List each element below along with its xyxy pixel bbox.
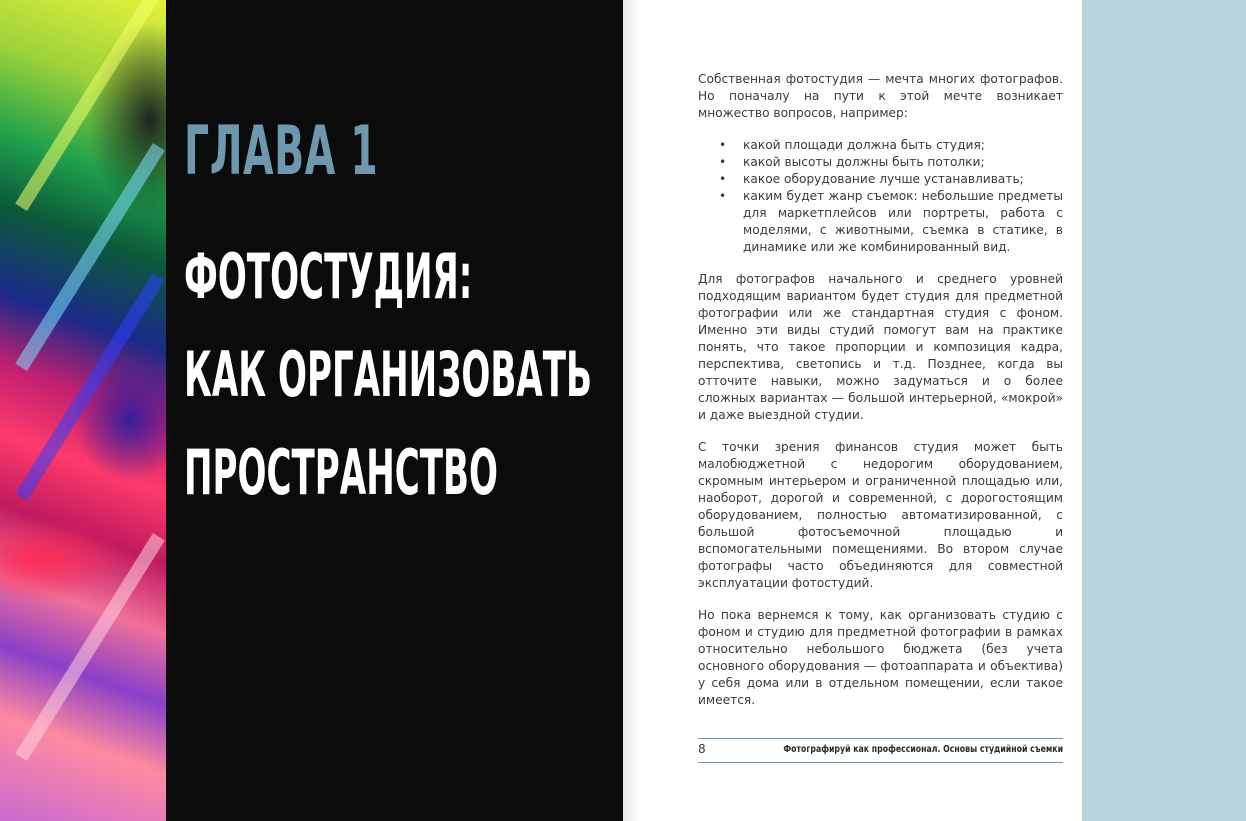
body-text [698, 71, 1063, 724]
question-list [698, 137, 1063, 256]
chapter-panel [166, 0, 623, 821]
list-item: • какое оборудование лучше устанавливать; [743, 171, 1063, 188]
chapter-cover-photo [0, 0, 166, 821]
paragraph: С точки зрения финансов студия может быть малобюджетной с недорогим оборудованием, скромным интерьером и ограниченной площадью или, наоборот, дорогой и современной, с дорогостоящим оборудованием, полностью автоматизированной, с большой фотосъемочной площадью и вспомогательными помещениями. Во втором случае фотографы часто объединяются для совместной эксплуатации фотостудий. [698, 440, 1063, 590]
paragraph: Для фотографов начального и среднего уровней подходящим вариантом будет студия для предметной фотографии или же стандартная студия с фоном. Именно эти виды студий помогут вам на практике понять, что такое пропорции и композиция кадра, перспектива, светопись и т.д. Позднее, когда вы отточите навыки, можно задуматься и о более сложных вариантах — большой интерьерной, «мокрой» и даже выездной студии. [698, 272, 1063, 422]
chapter-number: ГЛАВА 1 [184, 112, 379, 191]
list-item: • каким будет жанр съемок: небольшие предметы для маркетплейсов или портреты, работа с моделями, с животными, съемка в статике, в динамике или же комбинированный вид. [743, 188, 1063, 256]
page-footer [698, 738, 1063, 763]
chapter-title-line: ПРОСТРАНСТВО [184, 436, 498, 509]
intro-paragraph: Собственная фотостудия — мечта многих фотографов. Но поначалу на пути к этой мечте возникает множество вопросов, например: [698, 72, 1063, 120]
list-item: • какой высоты должны быть потолки; [743, 154, 1063, 171]
side-margin-band [1082, 0, 1246, 821]
photo-highlight [15, 533, 165, 761]
chapter-title-line: КАК ОРГАНИЗОВАТЬ [184, 338, 593, 411]
paragraph: Но пока вернемся к тому, как организовать студию с фоном и студию для предметной фотографии в рамках относительно небольшого бюджета (без учета основного оборудования — фотоаппарата и объектива) у себя дома или в отдельном помещении, если такое имеется. [698, 608, 1063, 707]
chapter-title-line: ФОТОСТУДИЯ: [184, 240, 473, 313]
page-number: 8 [698, 742, 706, 756]
photo-highlight [15, 273, 165, 501]
list-item: • какой площади должна быть студия; [743, 137, 1063, 154]
text-page [623, 0, 1082, 821]
running-title: Фотографируй как профессионал. Основы студийной съемки [783, 744, 1063, 755]
